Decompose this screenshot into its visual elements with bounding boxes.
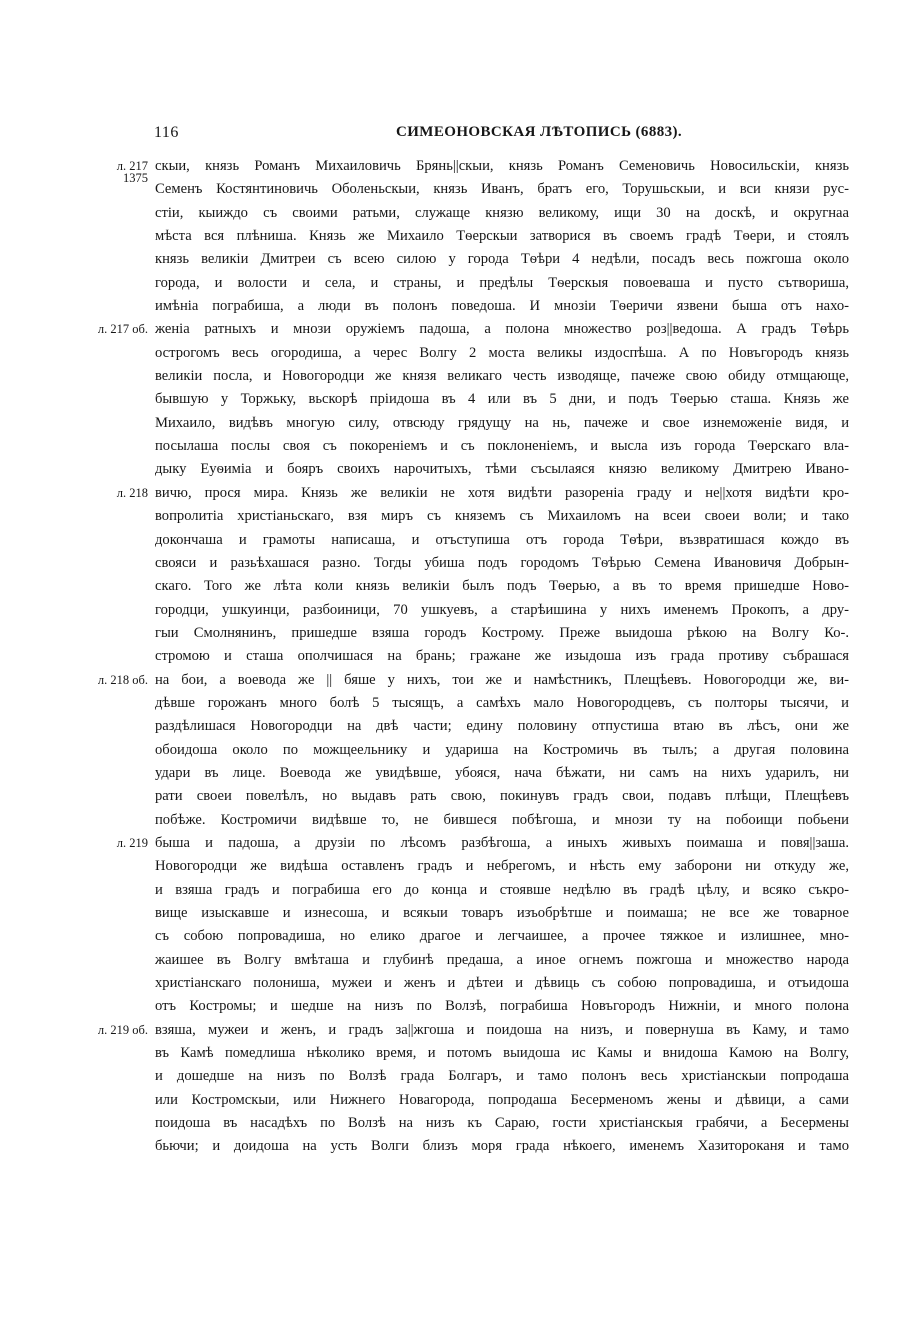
- text-line: [0, 925, 900, 948]
- line-text: побѣже. Костромичи видѣвше то, не бившеся побѣгоша, и мнози ту на побоищи побьени: [155, 811, 849, 828]
- line-text: острогомъ весь огородиша, а черес Волгу 2 моста великы издоспѣша. А по Новъгородъ князь: [155, 344, 849, 361]
- text-line: [0, 1135, 900, 1158]
- text-line: [0, 715, 900, 738]
- folio-marginal-note: л. 217 об.: [97, 322, 148, 337]
- line-text: докончаша и грамоты написаша, и отъступиша отъ города Тѳѣри, възвратишася кождо въ: [155, 531, 849, 548]
- text-line: [0, 342, 900, 365]
- text-line: [0, 879, 900, 902]
- line-text: вище изыскавше и изнесоша, и всякыи товаръ изъобрѣтше и поимаша; не все же товарное: [155, 905, 849, 921]
- text-line: [0, 272, 900, 295]
- line-text: города, и волости и села, и страны, и предѣлы Тѳерскыя повоеваша и пусто сътвориша,: [155, 274, 849, 291]
- line-text: Новогородци же видѣша оставленъ градъ и небрегомъ, и нѣсть ему заборони ни откуду же,: [155, 858, 849, 875]
- text-line: [0, 1042, 900, 1065]
- line-text: стромою и сташа ополчишася на брань; гражане же изыдоша изъ града противу събрашася: [155, 648, 849, 665]
- folio-marginal-note: л. 217: [116, 159, 148, 173]
- line-text: скыи, князь Романъ Михаиловичь Брянь||скыи, князь Романъ Семеновичь Новосильскiи, князь: [155, 158, 849, 174]
- text-line: [0, 645, 900, 668]
- running-title: СИМЕОНОВСКАЯ ЛѢТОПИСЬ (6883).: [396, 124, 683, 140]
- line-text: великiи посла, и Новогородци же князя великаго честь изводяще, пачеже свою обиду отмщающе,: [155, 368, 849, 385]
- line-text: городци, ушкуинци, разбоиници, 70 ушкуевъ, а старѣишина у нихъ именемъ Прокопъ, а дру-: [155, 601, 849, 618]
- line-text: Михаило, видѣвъ многую силу, отвсюду грядущу на нь, пачеже и свое изнеможенiе видя, и: [155, 414, 849, 431]
- line-text: вопролитiа христiаньскаго, взя миръ съ княземъ съ Михаиломъ на всеи своеи воли; и тако: [155, 508, 849, 525]
- text-line: [0, 435, 900, 458]
- line-text: раздѣлишася Новогородци на двѣ части; едину половину отпустиша втаю въ лѣсъ, они же: [155, 718, 849, 735]
- line-text: дѣвше горожанъ много болѣ 5 тысящъ, а самѣхъ мало Новогородцевъ, съ полторы тысячи, и: [155, 694, 849, 711]
- folio-marginal-note: л. 219: [116, 835, 148, 850]
- line-text: свояси и разьѣхашася разно. Тогды убиша подъ городомъ Тѳѣрью Семена Ивановичя Добрын-: [155, 554, 849, 571]
- line-text: обоидоша около по можщеельнику и удариша на Костромичь въ тылъ; а другая половина: [155, 741, 849, 758]
- line-text: или Костромскыи, или Нижнего Новагорода, попродаша Бесерменомъ жены и дѣвици, а сами: [155, 1091, 849, 1108]
- chronicle-text: [0, 155, 900, 1159]
- text-line: [0, 529, 900, 552]
- line-text: и дошедше на низъ по Волзѣ града Болгаръ, и тамо полонъ весь христiанскыи попродаша: [155, 1068, 849, 1085]
- text-line: [0, 202, 900, 225]
- line-text: взяша, мужеи и женъ, и градъ за||жгоша и поидоша на низъ, и повернуша въ Каму, и тамо: [155, 1021, 849, 1038]
- text-line: [0, 902, 900, 925]
- line-text: женiа ратныхъ и мнози оружiемъ падоша, а полона множество роз||ведоша. А градъ Тѳѣрь: [155, 321, 849, 338]
- line-text: поидоша въ насадѣхъ по Волзѣ на низъ къ Сараю, гости христiанскыя грабячи, а Бесермены: [155, 1115, 849, 1132]
- line-text: мѣста вся плѣниша. Князь же Михаило Тѳерскыи затворися въ своемъ градѣ Тѳери, и стоялъ: [155, 228, 849, 245]
- text-line: [0, 599, 900, 622]
- text-line: [0, 482, 900, 505]
- folio-marginal-note: л. 219 об.: [97, 1022, 148, 1037]
- text-line: [0, 412, 900, 435]
- text-line: [0, 365, 900, 388]
- text-line: [0, 762, 900, 785]
- line-text: отъ Костромы; и шедше на низъ по Волзѣ, пограбиша Новъгородъ Нижнiи, и много полона: [155, 998, 849, 1015]
- text-line: [0, 622, 900, 645]
- line-text: быша и падоша, а друзiи по лѣсомъ разбѣгоша, а иныхъ живыхъ поимаша и повя||заша.: [155, 834, 849, 851]
- line-text: дыку Еуѳимiа и бояръ своихъ нарочитыхъ, тѣми съсылаяся князю великому Дмитрею Ивано-: [155, 461, 849, 478]
- line-text: жаишее въ Волгу вмѣташа и глубинѣ предаша, а иное огнемъ пожгоша и множество народа: [155, 951, 849, 968]
- line-text: и взяша градъ и пограбиша его до конца и стоявше недѣлю въ градѣ цѣлу, и всяко съкро-: [155, 881, 849, 898]
- text-line: [0, 972, 900, 995]
- line-text: рати своеи повелѣлъ, но выдавъ рать свою, покинувъ градъ свои, подавъ плѣщи, Плещѣевъ: [155, 788, 849, 805]
- folio-marginal-note: л. 218 об.: [97, 672, 148, 687]
- text-line: [0, 1089, 900, 1112]
- line-text: имѣнiа пограбиша, а люди въ полонъ поведоша. И мнозiи Тѳеричи язвени быша отъ нахо-: [155, 298, 849, 315]
- line-text: стiи, кыиждо съ своими ратьми, служаще князю великому, ищи 30 на доскѣ, и округнаа: [155, 204, 849, 221]
- text-line: [0, 318, 900, 341]
- text-line: [0, 1065, 900, 1088]
- text-line: [0, 225, 900, 248]
- page-header: [0, 124, 900, 148]
- text-line: [0, 552, 900, 575]
- text-line: [0, 669, 900, 692]
- text-line: [0, 785, 900, 808]
- text-line: [0, 739, 900, 762]
- line-text: Семенъ Костянтиновичь Оболеньскыи, князь Иванъ, братъ его, Торушьскыи, и вси князи рус-: [155, 181, 849, 198]
- line-text: удари въ лице. Воевода же увидѣвше, убояся, нача бѣжати, ни самъ на нихъ ударилъ, ни: [155, 764, 849, 781]
- text-line: [0, 949, 900, 972]
- text-line: [0, 1112, 900, 1135]
- line-text: посылаша послы своя съ покоренiемъ и съ поклоненiемъ, и высла изъ города Тѳерскаго вла-: [155, 438, 849, 455]
- line-text: князь великiи Дмитреи съ всею силою у города Тѳѣри 4 недѣли, посадъ весь пожгоша около: [155, 251, 849, 268]
- line-text: на бои, а воевода же || бяше у нихъ, тои же и намѣстникъ, Плещѣевъ. Новогородци же, ви-: [155, 671, 849, 688]
- line-text: гыи Смолнянинъ, пришедше взяша городъ Кострому. Преже выидоша рѣкою на Волгу Ко-.: [155, 624, 849, 641]
- line-text: въ Камѣ помедлиша нѣколико время, и потомъ выидоша ис Камы и внидоша Камою на Волгу,: [155, 1045, 849, 1062]
- text-line: [0, 855, 900, 878]
- text-line: [0, 575, 900, 598]
- text-line: [0, 248, 900, 271]
- page-number: 116: [154, 124, 179, 141]
- text-line: [0, 458, 900, 481]
- line-text: христiанскаго полониша, мужеи и женъ и дѣтеи и дѣвиць съ собою попровадиша, и отъидоша: [155, 975, 849, 992]
- text-line: [0, 171, 900, 201]
- text-line: [0, 1019, 900, 1042]
- line-text: скаго. Того же лѣта коли князь великiи былъ подъ Тѳерью, а въ то время пришедше Ново-: [155, 578, 849, 595]
- line-text: съ собою попровадиша, но елико драгое и легчаишее, а прочее тяжкое и излишнее, мно-: [155, 928, 849, 945]
- text-line: [0, 692, 900, 715]
- line-text: бывшую у Торжьку, вьскорѣ прiидоша въ 4 или въ 5 дни, и подъ Тѳерью сташа. Князь же: [155, 391, 849, 408]
- year-marginal-note: 1375: [123, 171, 148, 186]
- text-line: [0, 388, 900, 411]
- text-line: [0, 505, 900, 528]
- text-line: [0, 295, 900, 318]
- text-line: [0, 832, 900, 855]
- line-text: вичю, прося мира. Князь же великiи не хотя видѣти разоренiа граду и не||хотя видѣти кро-: [155, 484, 849, 501]
- text-line: [0, 809, 900, 832]
- folio-marginal-note: л. 218: [116, 485, 148, 500]
- line-text: бьючи; и доидоша на усть Волги близъ моря града нѣкоего, именемъ Хазитороканя и тамо: [155, 1138, 849, 1155]
- text-line: [0, 995, 900, 1018]
